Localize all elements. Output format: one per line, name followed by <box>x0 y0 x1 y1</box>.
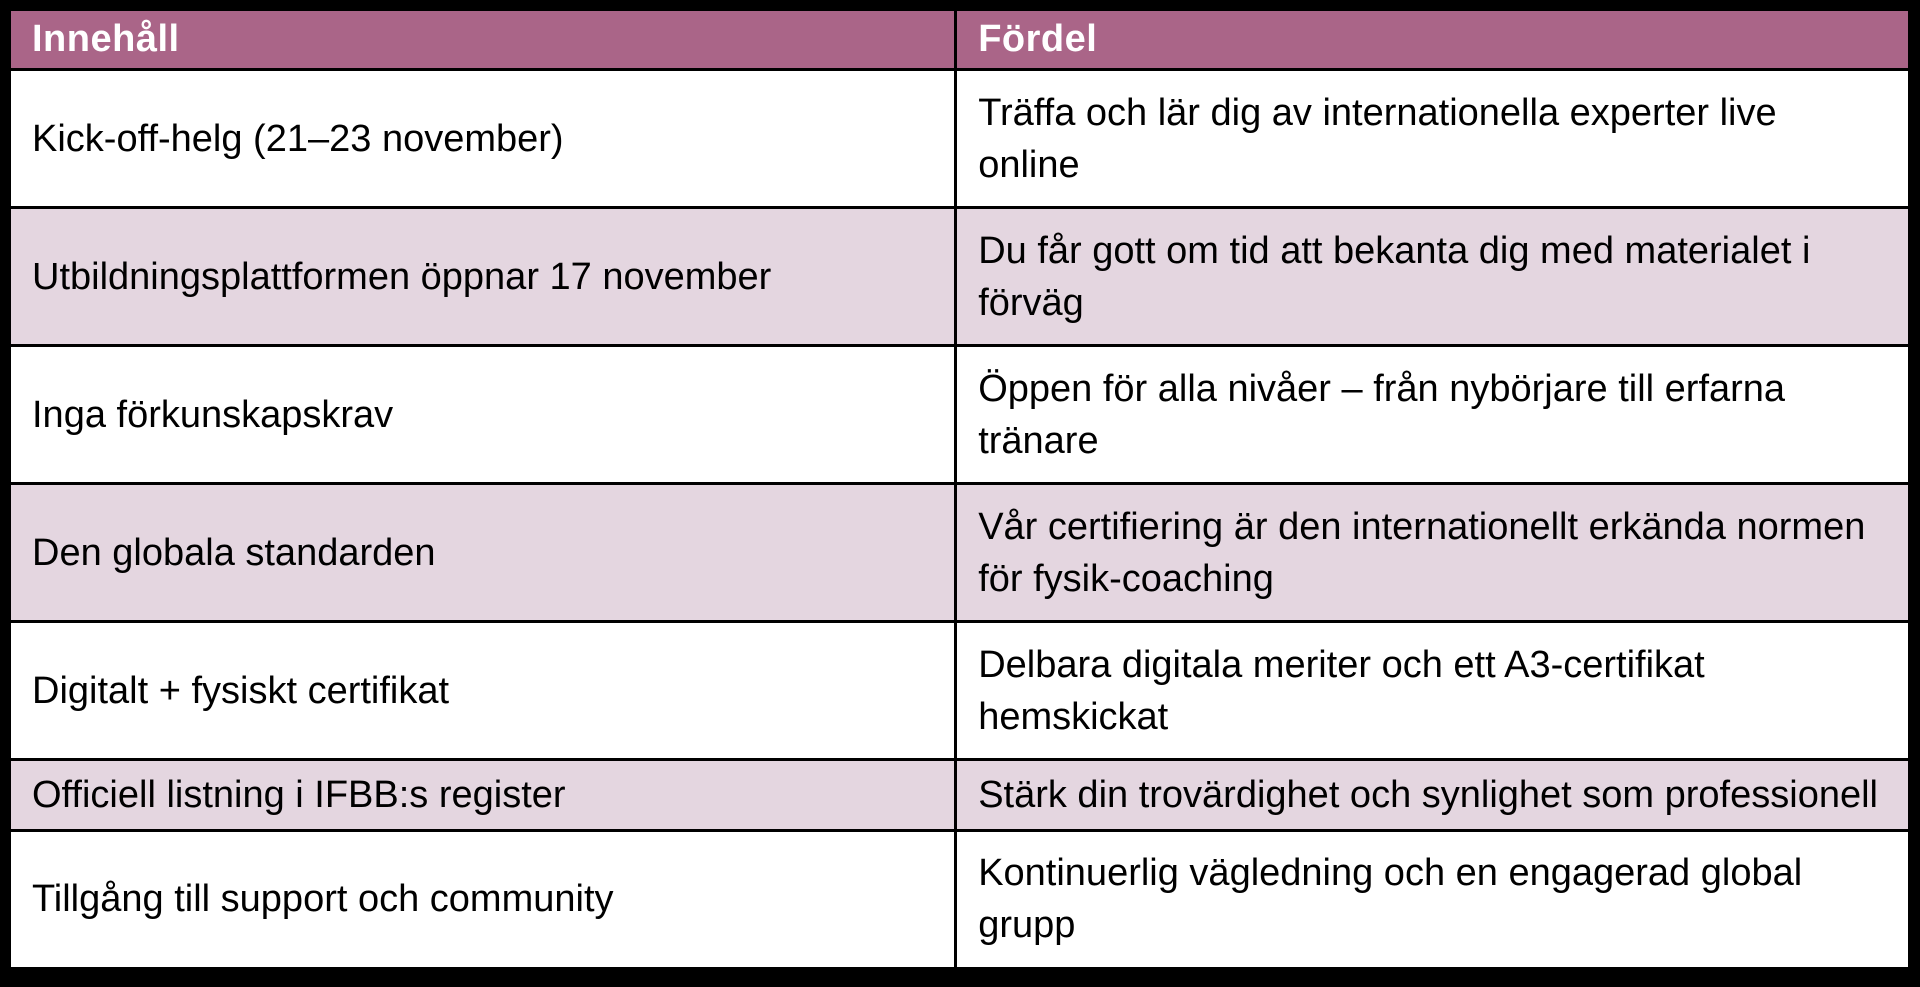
table-row <box>10 622 1910 760</box>
benefit-cell: Vår certifiering är den internationellt erkända normen för fysik-coaching <box>956 484 1910 622</box>
table-row <box>10 830 1910 968</box>
content-cell: Utbildningsplattformen öppnar 17 november <box>10 208 956 346</box>
benefit-cell: Öppen för alla nivåer – från nybörjare till erfarna tränare <box>956 346 1910 484</box>
benefit-cell: Träffa och lär dig av internationella experter live online <box>956 70 1910 208</box>
table-row <box>10 208 1910 346</box>
header-cell-innehall: Innehåll <box>10 10 956 70</box>
benefit-cell: Delbara digitala meriter och ett A3-certifikat hemskickat <box>956 622 1910 760</box>
header-cell-fordel: Fördel <box>956 10 1910 70</box>
content-cell: Digitalt + fysiskt certifikat <box>10 622 956 760</box>
table-row <box>10 346 1910 484</box>
header-row <box>10 10 1910 70</box>
content-cell: Kick-off-helg (21–23 november) <box>10 70 956 208</box>
table-row <box>10 70 1910 208</box>
benefits-table <box>8 8 1911 970</box>
table-row <box>10 760 1910 831</box>
benefit-cell: Du får gott om tid att bekanta dig med materialet i förväg <box>956 208 1910 346</box>
table-row <box>10 484 1910 622</box>
benefit-cell: Kontinuerlig vägledning och en engagerad global grupp <box>956 830 1910 968</box>
content-cell: Officiell listning i IFBB:s register <box>10 760 956 831</box>
table-frame <box>8 8 1911 970</box>
content-cell: Tillgång till support och community <box>10 830 956 968</box>
content-cell: Den globala standarden <box>10 484 956 622</box>
content-cell: Inga förkunskapskrav <box>10 346 956 484</box>
benefit-cell: Stärk din trovärdighet och synlighet som professionell <box>956 760 1910 831</box>
